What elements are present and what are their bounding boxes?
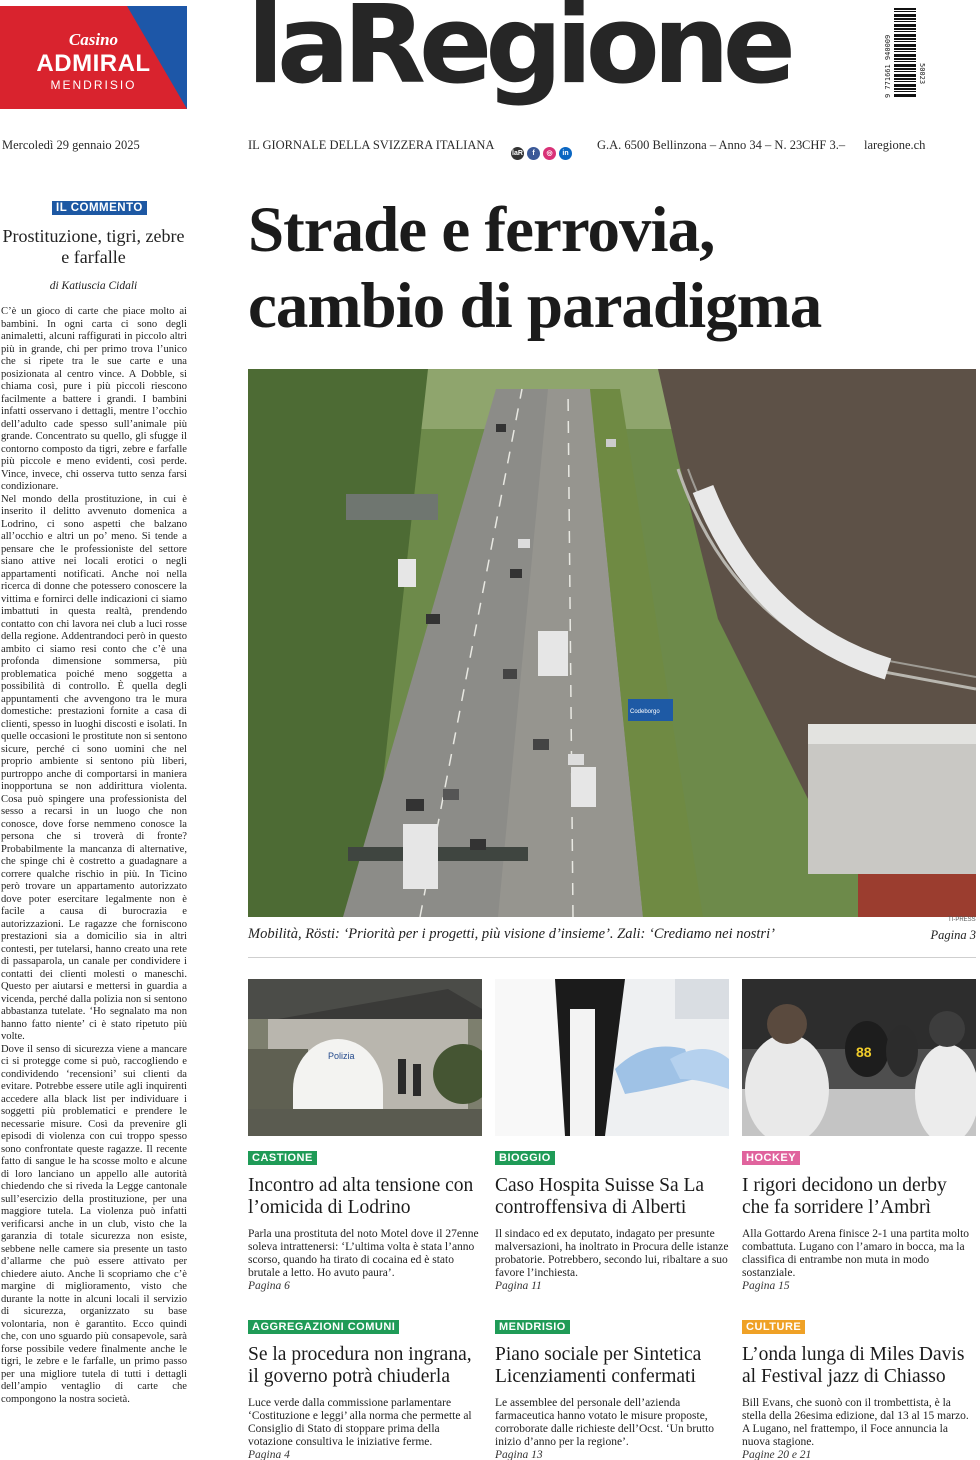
caption-page: Pagina 3 — [930, 928, 976, 942]
news-text-body: Il sindaco ed ex deputato, indagato per presunte malversazioni, ha inoltrato in Procura delle istanze probatorie. Potrebbero, secondo lui, ribaltare a suo favore l’inchiesta. — [495, 1228, 729, 1279]
caption-text: Mobilità, Rösti: ‘Priorità per i progetti, più visione d’insieme’. Zali: ‘Crediamo nei nostri’ — [248, 926, 775, 942]
news-title[interactable]: Caso Hospita Suisse Sa La controffensiva di Alberti — [495, 1175, 705, 1218]
news-photo-castione[interactable] — [248, 979, 482, 1136]
news-text — [742, 1397, 976, 1460]
section-divider — [248, 957, 976, 958]
news-page[interactable]: Pagina 13 — [495, 1449, 543, 1460]
news-text — [495, 1397, 729, 1460]
barcode-bars — [894, 8, 916, 98]
hockey-jersey-number: 88 — [856, 1044, 872, 1060]
news-title[interactable]: Se la procedura non ingrana, il governo potrà chiuderla — [248, 1344, 472, 1387]
news-text — [742, 1228, 976, 1293]
news-text — [248, 1228, 482, 1293]
news-text-body: Bill Evans, che suonò con il trombettista, è la stella della 26esima edizione, dal 13 al 15 marzo. A Lugano, nel frattempo, il Foce annuncia la nuova stagione. — [742, 1397, 969, 1448]
news-text-body: Le assemblee del personale dell’azienda farmaceutica hanno votato le misure proposte, corroborate dalle richieste dell’Ocst. ‘Un brutto inizio d’anno per la regione’. — [495, 1397, 715, 1448]
main-caption[interactable] — [248, 926, 976, 943]
photo-road-sign: Codeborgo — [630, 709, 660, 715]
website-link[interactable]: laregione.ch — [864, 138, 926, 152]
social-links — [511, 147, 572, 160]
ad-line-casino: Casino — [68, 30, 119, 49]
barcode-digits: 9 771661 940009 — [884, 34, 892, 98]
news-page[interactable]: Pagine 20 e 21 — [742, 1449, 812, 1460]
news-tag: HOCKEY — [742, 1151, 800, 1165]
news-title[interactable]: L’onda lunga di Miles Davis al Festival jazz di Chiasso — [742, 1344, 965, 1387]
news-culture[interactable] — [742, 1317, 976, 1460]
news-page[interactable]: Pagina 11 — [495, 1280, 542, 1292]
news-tag: BIOGGIO — [495, 1151, 555, 1165]
comment-body: C’è un gioco di carte che piace molto ai bambini. In ogni carta ci sono degli animaletti, alcuni raffigurati in piccolo altri più in grande, chi per primo trova l’unico che si ripete tra le sue carte e una posizionata al centro vince. A Dobble, si chiama così, pure i più piccoli riescono facilmente a battere i grandi. I bambini infatti osservano i dettagli, mentre l’occhio dell’adulto cade spesso sull’animale più grande. Concentrato su quello, gli sfugge il contorno composto da tigri, zebre e farfalle più piccole e meno evidenti, così perde. Vince, invece, chi osserva tutto senza farsi condizionare. Nel mondo della prostituzione, in cui è inserito il delitto avvenuto domenica a Lodrino, ci sono aspetti che balzano all’occhio e altri un po’ meno. Si tende a pensare che le professioniste del settore siano attive nei locali erotici o negli appartamenti notificati. Anche noi nella ricerca di donne che potessero conoscere la vittima e fornirci delle indicazioni ci siamo imbattuti in questa realtà, prendendo contatto con chi lavora nei club a luci rosse della regione. Addentrandoci però in questo ambito ci siamo resi conto che c’è una profonda dimensione sommersa, più problematica poiché meno soggetta a possibilità di controllo. È quella degli appuntamenti che avvengono tra le mura domestiche: prestazioni fornite a casa di clienti, spesso in luoghi discosti e isolati. In quelle occasioni le prostitute non si sentono sicure, perché ci sono uomini che nel proprio ambiente si sentono più liberi, purtroppo anche di comportarsi in maniera inopportuna se non addirittura violenta. Cosa può spingere una professionista del sesso a recarsi in un luogo che non conosce, dove forse nemmeno conosce la persona che si troverà di fronte? Probabilmente la mancanza di alternative, che spinge chi è costretto a guadagnare a correre qualche rischio in più. In Ticino però trovare un appartamento autorizzato dove poter esercitare legalmente non è facile a causa di burocrazia e autorizzazioni. Le ragazze che forniscono prestazioni sia a domicilio sia in altri contesti, per tutelarsi, hanno creato una rete di passaparola, un canale per condividere i contatti dei clienti molesti o maneschi. Questo per aiutarsi e mettersi in guardia a vicenda, perché dalla polizia non si sentono abbastanza tutelate. ‘Ho segnalato ma non hanno fatto niente’ ci è stato ripetuto più volte. Dove il senso di sicurezza viene a mancare ci si protegge come si può, raccogliendo e condividendo ‘recensioni’ sui clienti da evitare. Potrebbe essere utile agli inquirenti accedere alla black list per individuare i soggetti più problematici e prendere le necessarie misure. Così da prevenire gli episodi di violenza con cui troppo spesso sono confrontate queste ragazze. Il recente fatto di sangue le ha scosse molto e alcune di loro lanciano un appello alle autorità chiedendo che si riveda la Legge cantonale sull’esercizio della prostituzione, per una maggiore tutela. La violenza può infatti verificarsi anche in un club, visto che la garanzia di totale sicurezza non esiste, sebbene nelle camere sia presente un tasto d’allarme che può essere attivato per chiedere aiuto. Anche lì scopriamo che c’è margine di miglioramento, visto che durante la notte in alcuni locali il servizio di sicurezza, organizzato su base volontaria, non è garantito. Ecco quindi che, con uno sguardo più consapevole, sarà forse possibile vedere finalmente anche le tigri, le zebre e le farfalle, un primo passo per una migliore tutela di tutti i dettagli dell’ampio ventaglio di carte che compongono la nostra società. — [1, 306, 187, 1405]
news-aggregazioni[interactable] — [248, 1317, 482, 1460]
issue-date: Mercoledì 29 gennaio 2025 — [2, 138, 140, 152]
casino-admiral-ad[interactable] — [0, 6, 187, 109]
news-title[interactable]: Piano sociale per Sintetica Licenziamenti confermati — [495, 1344, 702, 1387]
linkedin-icon[interactable]: in — [559, 147, 572, 160]
bioggio-illustration — [495, 979, 729, 1136]
news-text-body: Alla Gottardo Arena finisce 2-1 una partita molto combattuta. Lugano con l’amaro in bocca, ma la classifica di entrambe non muta in modo sostanziale. — [742, 1228, 970, 1279]
news-hockey[interactable] — [742, 1148, 976, 1293]
barcode-issue: 50023 — [918, 63, 926, 85]
price: CHF 3.– — [802, 138, 846, 152]
news-tag: AGGREGAZIONI COMUNI — [248, 1320, 399, 1334]
news-photo-hockey[interactable] — [742, 979, 976, 1136]
highway-illustration — [248, 369, 976, 917]
barcode — [884, 8, 926, 98]
photo-credit: TI-PRESS — [948, 917, 976, 923]
news-castione[interactable] — [248, 1148, 482, 1293]
news-text — [495, 1228, 729, 1293]
news-title[interactable]: I rigori decidono un derby che fa sorridere l’Ambrì — [742, 1175, 947, 1218]
police-tent-label: Polizia — [328, 1051, 355, 1061]
news-mendrisio[interactable] — [495, 1317, 729, 1460]
instagram-icon[interactable]: ◎ — [543, 147, 556, 160]
headline-line-2: cambio di paradigma — [248, 270, 822, 342]
news-page[interactable]: Pagina 15 — [742, 1280, 790, 1292]
ad-line-admiral: ADMIRAL — [36, 50, 151, 77]
comment-author: di Katiuscia Cidali — [49, 280, 138, 292]
news-text-body: Parla una prostituta del noto Motel dove il 27enne soleva intrattenersi: ‘L’ultima volta è stata l’anno scorso, quando ha tirato di cocaina ed è stato brutale a letto. Ho avuto paura’. — [248, 1228, 479, 1279]
laregione-icon[interactable]: laR — [511, 147, 524, 160]
news-title[interactable]: Incontro ad alta tensione con l’omicida di Lodrino — [248, 1175, 474, 1218]
comment-tag: IL COMMENTO — [52, 201, 147, 215]
news-page[interactable]: Pagina 4 — [248, 1449, 290, 1460]
ad-line-mendrisio: MENDRISIO — [50, 78, 137, 92]
news-page[interactable]: Pagina 6 — [248, 1280, 290, 1292]
hockey-illustration — [742, 979, 976, 1136]
edition-info: G.A. 6500 Bellinzona – Anno 34 – N. 23 — [597, 138, 803, 152]
headline-line-1: Strade e ferrovia, — [248, 194, 715, 266]
news-tag: MENDRISIO — [495, 1320, 570, 1334]
main-headline[interactable] — [248, 192, 978, 344]
news-photo-bioggio[interactable] — [495, 979, 729, 1136]
castione-illustration — [248, 979, 482, 1136]
main-photo-highway-railway[interactable] — [248, 369, 976, 917]
news-text — [248, 1397, 482, 1460]
news-text-body: Luce verde dalla commissione parlamentare ‘Costituzione e leggi’ alla norma che permette al Consiglio di Stato di stoppare prima della votazione consultiva le iniziative ferme. — [248, 1397, 472, 1448]
news-tag: CULTURE — [742, 1320, 805, 1334]
news-tag: CASTIONE — [248, 1151, 317, 1165]
news-bioggio[interactable] — [495, 1148, 729, 1293]
facebook-icon[interactable]: f — [527, 147, 540, 160]
tagline: IL GIORNALE DELLA SVIZZERA ITALIANA — [248, 138, 495, 152]
newspaper-logo[interactable]: laRegione — [247, 0, 789, 108]
comment-title[interactable]: Prostituzione, tigri, zebre e farfalle — [2, 226, 185, 267]
